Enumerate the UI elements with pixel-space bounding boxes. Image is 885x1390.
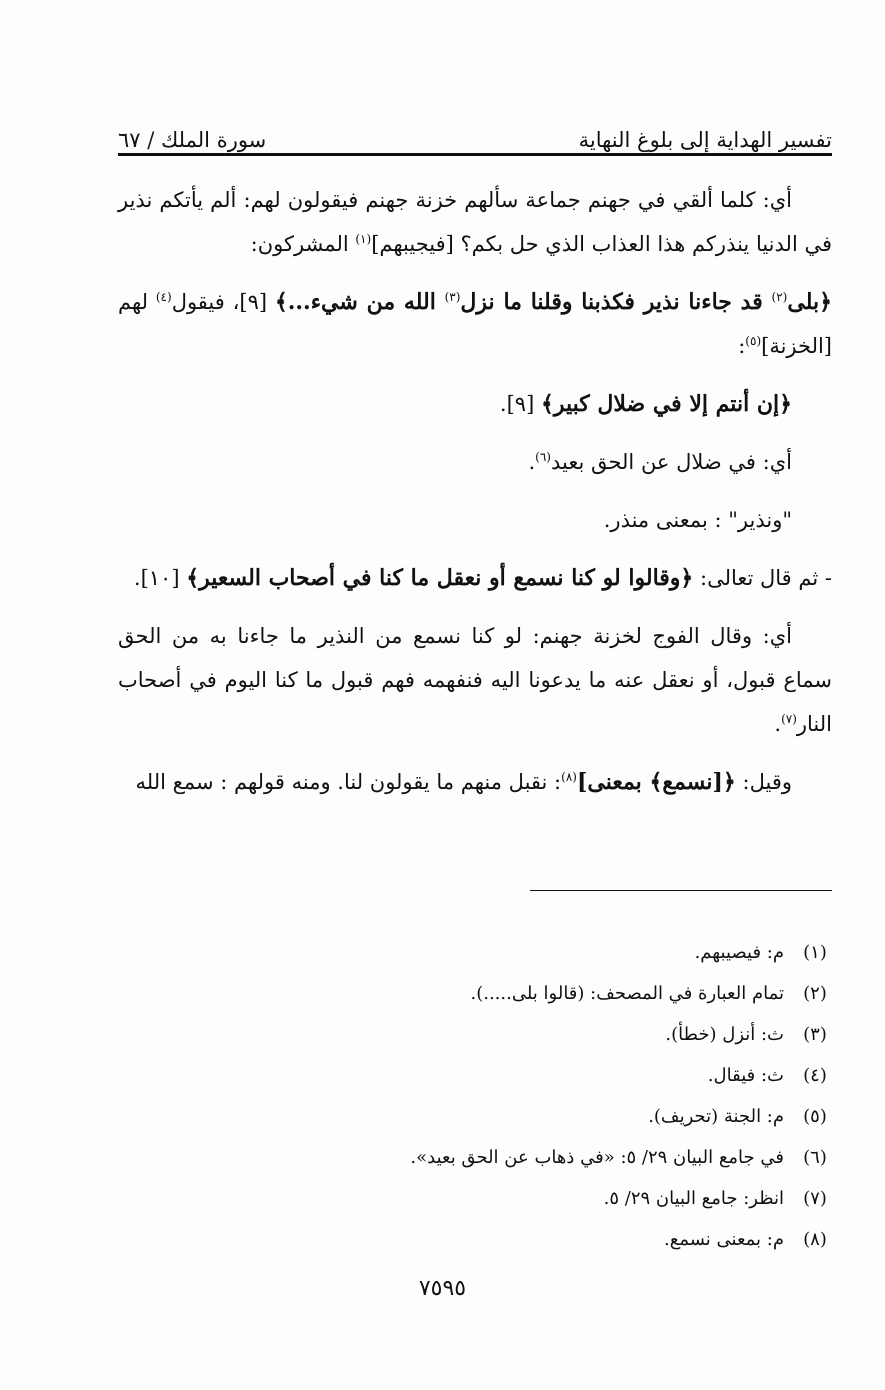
running-header bbox=[118, 110, 832, 152]
quran-text: ﴿[نسمع﴾ بمعنى] bbox=[576, 769, 736, 795]
text-span: . bbox=[528, 450, 536, 474]
footnote-text: م: فيصيبهم. bbox=[694, 942, 784, 963]
footnote-text: انظر: جامع البيان ٢٩/ ٥. bbox=[603, 1188, 784, 1209]
footnote-number: (٤) bbox=[803, 1065, 827, 1086]
footnote-text: ث: فيقال. bbox=[707, 1065, 784, 1086]
text-span: أي: كلما ألقي في جهنم جماعة سألهم خزنة جهنم فيقولون لهم: ألم يأتكم نذير في الدنيا ينذركم هذا العذاب الذي حل بكم؟ [فيجيبهم] bbox=[118, 188, 832, 256]
footnote-number: (٣) bbox=[803, 1024, 827, 1045]
footnote-text: م: بمعنى نسمع. bbox=[664, 1229, 784, 1250]
footnote-ref: (٢) bbox=[771, 290, 788, 304]
page-number: ٧٥٩٥ bbox=[418, 1276, 467, 1301]
footnote-ref: (١) bbox=[355, 232, 372, 246]
footnote-number: (٧) bbox=[803, 1188, 827, 1209]
footnote-item bbox=[118, 1096, 832, 1137]
footnote-number: (٥) bbox=[803, 1106, 827, 1127]
paragraph-5: "ونذير" : بمعنى منذر. bbox=[603, 508, 792, 532]
text-span: : bbox=[738, 334, 746, 358]
footnote-ref: (٧) bbox=[781, 712, 797, 726]
verse-ref: [٩]، فيقول bbox=[171, 290, 275, 314]
footnote-item bbox=[118, 1137, 832, 1178]
text-span: أي: في ضلال عن الحق بعيد bbox=[550, 450, 792, 474]
footnote-text: ث: أنزل (خطأ). bbox=[665, 1024, 784, 1045]
paragraph-7 bbox=[118, 614, 832, 746]
footnote-divider bbox=[530, 890, 832, 891]
book-title: تفسير الهداية إلى بلوغ النهاية bbox=[578, 128, 832, 152]
quran-text: الله من شيء...﴾ bbox=[274, 289, 445, 315]
footnote-text: تمام العبارة في المصحف: (قالوا بلى.....). bbox=[470, 983, 784, 1004]
footnote-ref: (٥) bbox=[745, 334, 762, 348]
surah-label: سورة الملك / ٦٧ bbox=[118, 128, 267, 152]
paragraph-3 bbox=[118, 382, 832, 426]
text-span: وقيل: bbox=[735, 770, 792, 794]
quran-text: قد جاءنا نذير فكذبنا وقلنا ما نزل bbox=[460, 289, 772, 315]
footnote-number: (٢) bbox=[803, 983, 827, 1004]
paragraph-6 bbox=[118, 556, 832, 600]
footnote-item bbox=[118, 1178, 832, 1219]
paragraph-1 bbox=[118, 178, 832, 266]
footnote-item bbox=[118, 973, 832, 1014]
footnote-number: (٦) bbox=[803, 1147, 827, 1168]
verse-ref: [٩]. bbox=[499, 392, 541, 416]
footnote-item bbox=[118, 1014, 832, 1055]
footnotes-list bbox=[118, 932, 832, 1260]
verse-ref: [١٠]. bbox=[133, 566, 187, 590]
text-span: : نقبل منهم ما يقولون لنا. ومنه قولهم : سمع الله bbox=[135, 770, 562, 794]
quran-text: ﴿بلى bbox=[787, 289, 832, 315]
quran-text: ﴿إن أنتم إلا في ضلال كبير﴾ bbox=[540, 391, 792, 417]
main-text bbox=[118, 178, 832, 818]
footnote-number: (١) bbox=[803, 942, 827, 963]
footnote-ref: (٤) bbox=[155, 290, 172, 304]
text-span: لهم [الخزنة] bbox=[118, 290, 832, 358]
footnote-number: (٨) bbox=[803, 1229, 827, 1250]
footnote-ref: (٨) bbox=[561, 770, 577, 784]
footnote-item bbox=[118, 1219, 832, 1260]
footnote-ref: (٦) bbox=[535, 450, 551, 464]
paragraph-8 bbox=[118, 760, 832, 804]
text-span: المشركون: bbox=[250, 232, 356, 256]
paragraph-4 bbox=[118, 440, 832, 484]
text-span: - ثم قال تعالى: bbox=[693, 566, 832, 590]
header-divider bbox=[118, 153, 832, 156]
text-span: . bbox=[774, 712, 782, 736]
quran-text: ﴿وقالوا لو كنا نسمع أو نعقل ما كنا في أصحاب السعير﴾ bbox=[186, 565, 694, 591]
footnote-item bbox=[118, 1055, 832, 1096]
footnote-item bbox=[118, 932, 832, 973]
footnote-text: في جامع البيان ٢٩/ ٥: «في ذهاب عن الحق بعيد». bbox=[410, 1147, 784, 1168]
paragraph-2 bbox=[118, 280, 832, 368]
footnote-text: م: الجنة (تحريف). bbox=[648, 1106, 784, 1127]
text-span: أي: وقال الفوج لخزنة جهنم: لو كنا نسمع من النذير ما جاءنا به من الحق سماع قبول، أو نعقل عنه ما يدعونا اليه فنفهمه فهم قبول ما كنا اليوم في أصحاب النار bbox=[118, 624, 832, 736]
footnote-ref: (٣) bbox=[444, 290, 461, 304]
